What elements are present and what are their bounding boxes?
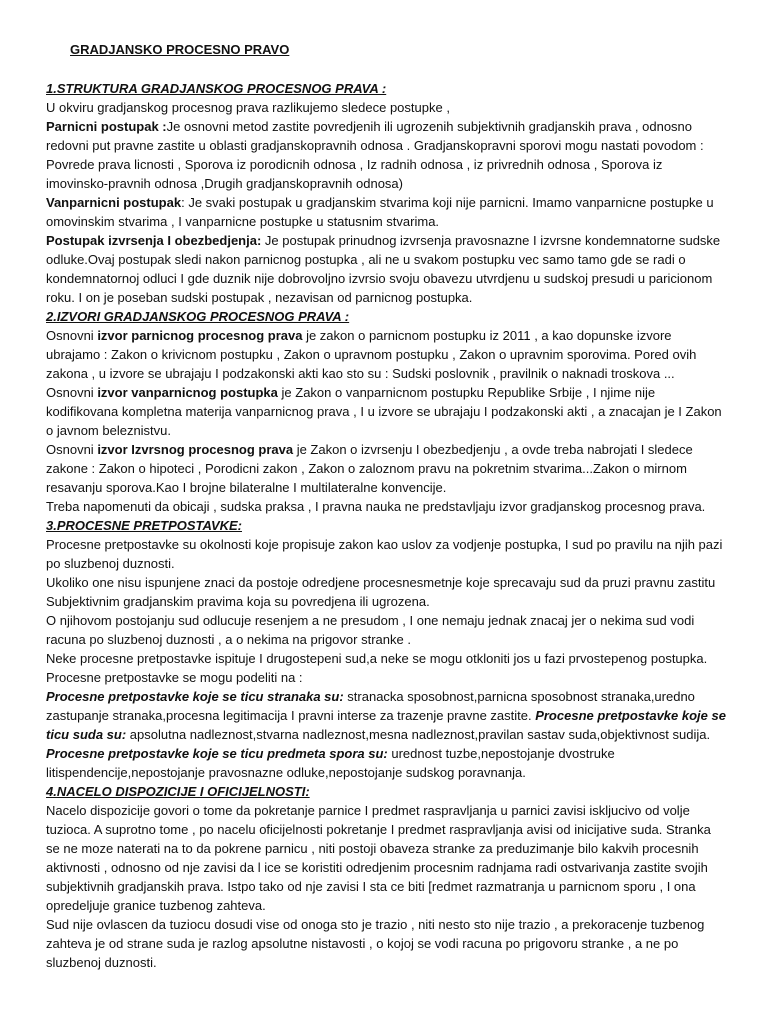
pretpostavke-suda-term: Procesne pretpostavke koje se ticu suda su:: [46, 708, 726, 742]
vanparnicni-postupak-text: : Je svaki postupak u gradjanskim stvarima koji nije parnicni. Imamo vanparnicne postupke u omovinskim stvarima , I vanparnicne postupke u statusnim stvarima.: [46, 195, 714, 229]
pretpostavke-paragraph-2: Ukoliko one nisu ispunjene znaci da postoje odredjene procesnesmetnje koje sprecavaju sud da pruzi pravnu zastitu Subjektivnim gradjanskim pravima koja su povredjena ili ugrozena.: [46, 575, 716, 609]
title-spacer: [46, 59, 728, 79]
pretpostavke-predmeta-term: Procesne pretpostavke koje se ticu predmeta spora su:: [46, 746, 388, 761]
izvrsenje-paragraph: [46, 231, 728, 307]
izvor-vanparnicnog-term: izvor vanparnicnog postupka: [97, 385, 278, 400]
vanparnicni-postupak-term: Vanparnicni postupak: [46, 195, 182, 210]
pretpostavke-stranaka-suda-paragraph: [46, 687, 728, 744]
pretpostavke-predmeta-text: urednost tuzbe,nepostojanje dvostruke litispendencije,nepostojanje pravosnazne odluke,nepostojanje sudskog poravnanja.: [46, 746, 615, 780]
pretpostavke-paragraph-4: Neke procesne pretpostavke ispituje I drugostepeni sud,a neke se mogu otkloniti jos u fazi prvostepenog postupka.: [46, 651, 708, 666]
document-title: GRADJANSKO PROCESNO PRAVO: [70, 42, 290, 57]
izvor-parnicnog-paragraph: [46, 326, 728, 383]
nacelo-paragraph-2: Sud nije ovlascen da tuziocu dosudi vise od onoga sto je trazio , niti nesto sto nije trazio , a prekoracenje tuzbenog zahteva je od strane suda je razlog apsolutne nistavosti , o kojoj se vodi racuna po prigovoru stranke , a ne po sluzbenoj duznosti.: [46, 917, 705, 970]
pretpostavke-paragraph-3: O njihovom postojanju sud odlucuje resenjem a ne presudom , I one nemaju jednak znacaj jer o nekima sud vodi racuna po sluzbenoj duznosti , a o nekima na prigovor stranke .: [46, 613, 695, 647]
pretpostavke-stranaka-text: stranacka sposobnost,parnicna sposobnost stranaka,uredno zastupanje stranaka,procesna legitimacija I pravni interse za trazenje pravne zastite.: [46, 689, 695, 723]
parnicni-postupak-paragraph: [46, 117, 728, 193]
izvor-parnicnog-text: je zakon o parnicnom postupku iz 2011 , a kao dopunske izvore ubrajamo : Zakon o krivicnom postupku , Zakon o upravnom postupku , Zakon o upravnim sporovima. Pored ovih zakona , u izvore se ubrajaju I podzakonski akti kao sto su : Sudski poslovnik , pravilnik o naknadi troskova ...: [46, 328, 697, 381]
section-1-heading: 1.STRUKTURA GRADJANSKOG PROCESNOG PRAVA :: [46, 81, 387, 96]
parnicni-postupak-text: Je osnovni metod zastite povredjenih ili ugrozenih subjektivnih gradjanskih prava , odnosno redovni put pravne zastite u oblasti gradjanskopravnih odnosa . Gradjanskopravni sporovi mogu nastati povodom : Povrede prava licnosti , Sporova iz porodicnih odnosa , Iz radnih odnosa , iz privrednih odnosa , Sporova iz imovinsko-pravnih odnosa ,Drugih gradjanskopravnih odnosa): [46, 119, 704, 191]
izvor-izvrsnog-paragraph: [46, 440, 728, 497]
section-2-heading: 2.IZVORI GRADJANSKOG PROCESNOG PRAVA :: [46, 309, 350, 324]
pretpostavke-stranaka-term: Procesne pretpostavke koje se ticu stranaka su:: [46, 689, 344, 704]
pretpostavke-suda-text: apsolutna nadleznost,stvarna nadleznost,mesna nadleznost,pravilan sastav suda,objektivnost sudija.: [126, 727, 711, 742]
izvor-vanparnicnog-pre: Osnovni: [46, 385, 98, 400]
section-4-heading: 4.NACELO DISPOZICIJE I OFICIJELNOSTI:: [46, 784, 310, 799]
izvor-parnicnog-term: izvor parnicnog procesnog prava: [97, 328, 303, 343]
napomena-paragraph: Treba napomenuti da obicaji , sudska praksa , I pravna nauka ne predstavljaju izvor gradjanskog procesnog prava.: [46, 499, 706, 514]
izvor-parnicnog-pre: Osnovni: [46, 328, 98, 343]
izvor-izvrsnog-term: izvor Izvrsnog procesnog prava: [97, 442, 294, 457]
izvrsenje-text: Je postupak prinudnog izvrsenja pravosnazne I izvrsne kondemnatorne sudske odluke.Ovaj postupak sledi nakon parnicnog postupka , ali ne u svakom postupku vec samo tamo gde se radi o kondemnatornoj odluci I gde duznik nije dobrovoljno izvrsio svoju obavezu utvrdjenu u sudskoj presudi u paricionom roku. I on je poseban sudski postupak , nezavisan od parnicnog postupka.: [46, 233, 721, 305]
izvrsenje-term: Postupak izvrsenja I obezbedjenja:: [46, 233, 262, 248]
izvor-izvrsnog-text: je Zakon o izvrsenju I obezbedjenju , a ovde treba nabrojati I sledece zakone : Zakon o hipoteci , Porodicni zakon , Zakon o zaloznom pravu na pokretnim stvarima...Zakon o mirnom resavanju sporova.Kao I brojne bilateralne I multilateralne konvencije.: [46, 442, 693, 495]
parnicni-postupak-term: Parnicni postupak :: [46, 119, 167, 134]
izvor-izvrsnog-pre: Osnovni: [46, 442, 98, 457]
izvor-vanparnicnog-text: je Zakon o vanparnicnom postupku Republike Srbije , I njime nije kodifikovana kompletna materija vanparnicnog prava , I u izvore se ubrajaju I podzakonski akti , a znacajan je I Zakon o javnom beleznistvu.: [46, 385, 722, 438]
nacelo-paragraph-1: Nacelo dispozicije govori o tome da pokretanje parnice I predmet raspravljanja u parnici zavisi iskljucivo od volje tuzioca. A suprotno tome , po nacelu oficijelnosti pokretanje I predmet raspravljanja avisi od inicijative suda. Stranka se ne moze naterati na to da pokrene parnicu , niti postoji obaveza stranke za preduzimanje bilo kakvih procesnih aktivnosti , odnosno od nje zavisi da l ice se koristiti odredjenim procesnim radnjama radi ostvarivanja zastite svojih subjektivnih gradjanskih prava. Istpo tako od nje zavisi I sta ce biti [redmet razmatranja u parnicnom sporu , I ona opredeljuje granice tuzbenog zahteva.: [46, 803, 711, 913]
vanparnicni-postupak-paragraph: [46, 193, 728, 231]
section-3-heading: 3.PROCESNE PRETPOSTAVKE:: [46, 518, 242, 533]
pretpostavke-predmeta-paragraph: [46, 744, 728, 782]
pretpostavke-paragraph-5: Procesne pretpostavke se mogu podeliti na :: [46, 670, 303, 685]
izvor-vanparnicnog-paragraph: [46, 383, 728, 440]
pretpostavke-paragraph-1: Procesne pretpostavke su okolnosti koje propisuje zakon kao uslov za vodjenje postupka, I sud po pravilu na njih pazi po sluzbenoj duznosti.: [46, 537, 723, 571]
section-1-intro: U okviru gradjanskog procesnog prava razlikujemo sledece postupke ,: [46, 100, 450, 115]
